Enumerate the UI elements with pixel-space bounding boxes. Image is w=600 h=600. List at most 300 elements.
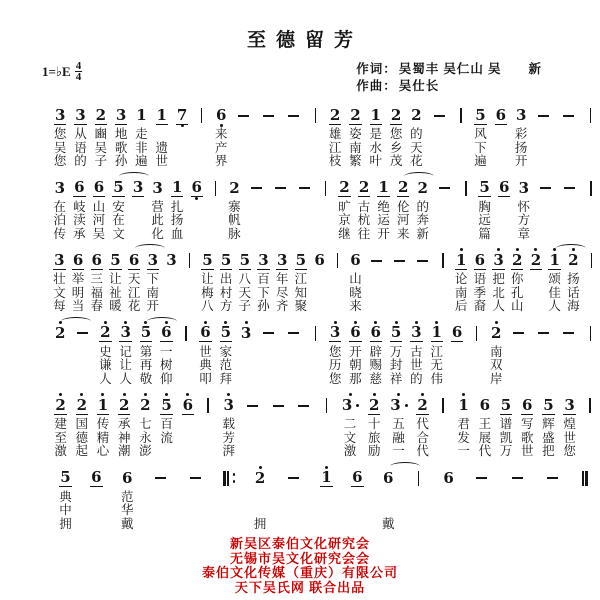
meta-row xyxy=(0,52,600,99)
note-token: 3 xyxy=(276,250,288,269)
lyric-syllable xyxy=(156,445,177,459)
lyric-syllable: 南 xyxy=(490,344,503,359)
lyric-syllable: 激 xyxy=(343,444,357,458)
lyric-syllable: 世 xyxy=(563,430,576,445)
lyric-syllable: 天 xyxy=(127,272,141,286)
lyric-syllable: 二 xyxy=(343,417,357,431)
footer-line: 无锡市吴文化研究会会 xyxy=(229,550,370,566)
lyric-syllable xyxy=(231,128,256,142)
lyric-syllable xyxy=(457,214,475,228)
lyric-syllable xyxy=(268,214,292,228)
lyric-syllable xyxy=(256,155,281,169)
note-token: 5 xyxy=(239,250,250,269)
lyric-syllable xyxy=(556,155,581,169)
lyric-syllable: 您 xyxy=(563,444,576,458)
lyric-syllable: 子 xyxy=(94,154,108,168)
lyric-syllable xyxy=(534,201,558,215)
lyric-syllable xyxy=(281,142,306,156)
note-token: 6 xyxy=(211,102,231,128)
note-token: 3 xyxy=(518,178,529,197)
lyric-syllable: 京 xyxy=(338,213,351,227)
lyric-syllable xyxy=(535,491,570,505)
footer-line: 天下吴氏网 联合出品 xyxy=(234,579,366,595)
lyric-syllable: 潮 xyxy=(117,444,131,458)
lyric-syllable: 那 xyxy=(349,371,362,386)
lyric-syllable: 出 xyxy=(219,272,233,286)
lyric-syllable xyxy=(268,228,292,242)
note-token: 3 xyxy=(115,105,127,124)
lyric-syllable xyxy=(207,214,225,228)
note-token: 1 xyxy=(156,105,167,124)
note-token: 7 xyxy=(172,102,192,128)
lyric-syllable: 化 xyxy=(151,226,164,241)
credits xyxy=(356,61,542,95)
lyric-syllable: 世 xyxy=(199,344,212,359)
lyric-syllable: 岸 xyxy=(490,371,503,386)
lyric-syllable: 把 xyxy=(542,444,555,458)
lyric-syllable: 祥 xyxy=(389,371,403,386)
lyric-syllable: 胸 xyxy=(478,199,491,214)
lyric-syllable xyxy=(404,518,433,532)
lyric-syllable: 祉 xyxy=(109,285,122,300)
note-token: 2 xyxy=(50,320,70,346)
lyric-syllable xyxy=(265,418,291,432)
lyric-syllable xyxy=(506,346,531,360)
lyric-syllable: 人 xyxy=(119,371,132,386)
time-signature xyxy=(75,61,83,82)
lyric-syllable: 吴 xyxy=(53,140,67,155)
lyric-syllable: 暖 xyxy=(109,299,122,313)
lyric-syllable: 凯 xyxy=(499,430,513,445)
lyric-syllable xyxy=(435,273,452,287)
lyric-syllable: 遗 xyxy=(155,140,168,155)
lyric-syllable: 裔 xyxy=(473,299,487,313)
lyric-syllable: 华 xyxy=(121,503,134,517)
lyric-syllable: 齐 xyxy=(275,299,289,313)
lyric-syllable: 拥 xyxy=(253,516,267,531)
lyric-syllable: 十 xyxy=(367,417,381,431)
lyric-syllable xyxy=(306,373,325,387)
note-token: 6 xyxy=(443,468,454,487)
lyric-syllable xyxy=(143,518,178,532)
note-token: 1 xyxy=(545,247,564,273)
lyric-syllable xyxy=(276,518,311,532)
lyric-syllable xyxy=(265,432,291,446)
lyric-syllable: 双 xyxy=(490,358,503,372)
lyric-syllable xyxy=(81,491,112,505)
composer-name: 吴仕长 xyxy=(398,79,440,93)
lyric-syllable: 孙 xyxy=(114,154,128,168)
lyric-syllable: 孙 xyxy=(257,299,270,313)
lyric-syllable xyxy=(256,346,281,360)
lyric-syllable: 姿 xyxy=(349,127,362,141)
lyric-syllable xyxy=(506,373,531,387)
lyric-syllable xyxy=(556,142,581,156)
lyric-syllable: 扬 xyxy=(567,272,580,286)
lyric-syllable xyxy=(281,373,306,387)
lyric-syllable: 岐 xyxy=(73,199,86,214)
lyric-syllable xyxy=(491,155,511,169)
lyric-syllable: 百 xyxy=(160,417,173,431)
lyric-syllable: 芳 xyxy=(222,430,236,445)
lyric-syllable: 风 xyxy=(474,127,487,141)
duration-dash xyxy=(256,320,281,346)
note-token: 6 xyxy=(122,468,133,487)
lyric-syllable: 让 xyxy=(119,358,132,372)
lyric-syllable: 奔 xyxy=(416,213,430,227)
lyric-syllable xyxy=(447,359,467,373)
music-system xyxy=(50,320,600,387)
lyric-syllable: 绝 xyxy=(377,199,390,214)
key-time-signature xyxy=(42,61,82,82)
lyric-syllable: 永 xyxy=(139,430,152,445)
duration-dash xyxy=(556,102,581,128)
lyric-syllable: 人 xyxy=(548,299,561,313)
note-token: 6 xyxy=(187,175,207,201)
lyric-syllable xyxy=(581,128,600,142)
note-token: 6 xyxy=(74,178,85,196)
lyric-syllable: 辉 xyxy=(542,417,555,431)
lyric-syllable: 村 xyxy=(219,285,233,300)
lyric-syllable: 渎 xyxy=(73,213,86,227)
lyric-syllable: 天 xyxy=(410,140,423,155)
lyric-syllable: 梅 xyxy=(201,285,214,300)
lyric-syllable: 杭 xyxy=(357,213,371,227)
duration-dash xyxy=(178,465,213,491)
duration-dash xyxy=(239,392,265,418)
lyric-syllable xyxy=(581,346,600,360)
lyric-syllable xyxy=(176,359,195,373)
duration-dash xyxy=(531,320,556,346)
lyric-syllable: 一 xyxy=(392,444,405,458)
lyric-syllable: 举 xyxy=(71,272,85,286)
lyric-syllable xyxy=(580,418,600,432)
lyric-syllable: 代 xyxy=(416,417,429,431)
lyric-syllable xyxy=(531,142,556,156)
note-token: 2 xyxy=(350,105,361,124)
lyric-syllable xyxy=(292,214,316,228)
lyric-syllable: 吴 xyxy=(94,140,108,155)
lyric-syllable xyxy=(373,504,404,518)
lyric-syllable: 传 xyxy=(53,226,67,241)
lyricist-label: 作词： xyxy=(356,62,397,76)
lyric-syllable: 戴 xyxy=(381,516,395,531)
lyric-syllable: 语 xyxy=(74,140,87,155)
lyric-syllable: 花 xyxy=(410,154,423,168)
note-token: 2 xyxy=(339,178,350,196)
lyric-syllable: 旅 xyxy=(367,430,381,445)
lyric-syllable: 开 xyxy=(514,154,528,168)
lyric-syllable xyxy=(534,228,558,242)
note-token: 5 xyxy=(136,320,156,346)
lyric-syllable: 扬 xyxy=(514,140,528,155)
note-token: 3 xyxy=(325,320,345,346)
lyric-syllable: 合 xyxy=(416,430,429,445)
lyric-syllable: 豳 xyxy=(94,127,108,141)
lyric-syllable: 江 xyxy=(328,140,342,155)
note-token: 2 xyxy=(527,247,546,273)
note-token: 3 xyxy=(152,178,163,197)
lyric-syllable xyxy=(306,142,325,156)
lyric-syllable: 颂 xyxy=(548,272,561,286)
lyric-syllable: 春 xyxy=(90,299,103,313)
lyric-syllable xyxy=(177,418,198,432)
music-system xyxy=(50,102,600,169)
note-token: 3 xyxy=(489,247,508,273)
lyric-syllable: 记 xyxy=(119,344,132,359)
lyric-syllable: 尽 xyxy=(275,285,289,300)
lyric-syllable: 展 xyxy=(478,430,492,445)
lyric-syllable xyxy=(571,491,600,505)
lyric-syllable: 此 xyxy=(151,213,164,227)
lyric-syllable xyxy=(457,228,475,242)
lyric-syllable xyxy=(81,518,112,532)
barline xyxy=(207,175,225,201)
lyric-syllable: 人 xyxy=(492,299,505,313)
lyric-syllable: 流 xyxy=(160,430,173,445)
note-token: 6 xyxy=(479,396,491,414)
lyric-syllable: 海 xyxy=(567,299,580,313)
lyric-syllable: 水 xyxy=(369,140,382,155)
lyric-syllable xyxy=(143,504,178,518)
note-token: 2 xyxy=(71,392,92,418)
lyric-syllable xyxy=(435,300,452,314)
lyric-syllable xyxy=(464,518,499,532)
lyric-syllable xyxy=(176,373,195,387)
lyric-syllable xyxy=(451,128,470,142)
lyric-syllable: 代 xyxy=(416,444,429,458)
lyric-syllable xyxy=(177,432,198,446)
lyric-syllable xyxy=(310,273,329,287)
lyric-syllable xyxy=(198,445,218,459)
lyric-syllable xyxy=(506,359,531,373)
lyric-syllable xyxy=(451,155,470,169)
lyric-syllable xyxy=(245,491,276,505)
note-token: 2 xyxy=(417,178,428,197)
lyric-syllable xyxy=(178,518,213,532)
lyric-syllable: 拥 xyxy=(59,516,72,531)
lyric-syllable: 开 xyxy=(146,299,160,313)
lyric-syllable xyxy=(317,214,335,228)
lyric-syllable: 煌 xyxy=(563,417,576,431)
lyric-syllable xyxy=(192,155,211,169)
lyric-syllable xyxy=(581,155,600,169)
lyric-syllable: 让 xyxy=(109,272,122,286)
lyric-syllable xyxy=(281,155,306,169)
music-system xyxy=(50,465,600,532)
note-token: 3 xyxy=(54,250,65,269)
duration-dash xyxy=(500,465,535,491)
lyric-syllable: 让 xyxy=(201,272,214,286)
lyric-syllable xyxy=(281,346,306,360)
barline xyxy=(467,320,486,346)
lyric-syllable: 扬 xyxy=(170,213,184,227)
lyric-syllable xyxy=(265,445,291,459)
lyric-syllable: 泊 xyxy=(53,213,67,227)
lyric-syllable xyxy=(365,300,388,314)
duration-dash xyxy=(244,175,268,201)
lyric-syllable: 叩 xyxy=(199,371,212,386)
lyric-syllable: 把 xyxy=(492,272,505,286)
lyric-syllable: 湃 xyxy=(222,444,236,458)
lyric-syllable xyxy=(236,373,256,387)
note-token: 1 xyxy=(136,106,147,124)
lyric-syllable xyxy=(128,201,148,215)
lyric-syllable: 来 xyxy=(349,299,362,313)
note-token: 2 xyxy=(329,105,341,124)
lyric-syllable xyxy=(447,373,467,387)
duration-dash xyxy=(292,175,316,201)
lyric-syllable xyxy=(535,504,570,518)
lyric-syllable: 八 xyxy=(238,272,252,286)
lyric-syllable: 地 xyxy=(114,127,128,141)
lyric-syllable xyxy=(556,128,581,142)
lyric-syllable: 您 xyxy=(53,154,67,168)
lyric-syllable xyxy=(50,373,70,387)
barline xyxy=(451,102,470,128)
lyricist-line xyxy=(356,61,542,78)
note-token: 3 xyxy=(116,320,136,346)
note-token: 6 xyxy=(373,465,404,491)
lyric-syllable xyxy=(373,491,404,505)
lyric-syllable: 乡 xyxy=(389,140,403,155)
lyric-syllable: 的 xyxy=(410,371,423,386)
lyric-syllable: 历 xyxy=(328,358,342,372)
note-token: 6 xyxy=(314,251,325,269)
lyric-syllable xyxy=(581,359,600,373)
lyric-syllable: 营 xyxy=(151,199,164,214)
lyric-syllable: 界 xyxy=(214,154,228,168)
lyric-syllable: 章 xyxy=(517,226,531,241)
lyric-syllable: 史 xyxy=(99,344,112,359)
lyric-syllable: 南 xyxy=(349,140,362,155)
lyric-syllable: 安 xyxy=(112,199,125,214)
note-token: 5 xyxy=(110,250,121,269)
duration-dash xyxy=(256,102,281,128)
lyric-syllable xyxy=(433,432,453,446)
lyric-syllable: 寨 xyxy=(228,199,241,214)
lyric-syllable xyxy=(467,373,486,387)
lyric-syllable: 远 xyxy=(478,213,491,227)
barline xyxy=(580,392,600,418)
lyric-syllable: 八 xyxy=(201,299,214,313)
lyric-syllable: 的 xyxy=(74,154,87,168)
lyric-syllable xyxy=(435,287,452,301)
lyric-syllable: 古 xyxy=(410,344,423,359)
note-token: 3 xyxy=(147,250,158,269)
note-token: 3 xyxy=(406,320,426,346)
footer-line: 泰伯文化传媒（重庆）有限公司 xyxy=(201,565,398,580)
lyric-syllable: 下 xyxy=(257,285,270,300)
barline xyxy=(583,247,600,273)
lyric-syllable xyxy=(317,445,337,459)
note-token: 2 xyxy=(95,105,106,124)
lyric-syllable xyxy=(581,142,600,156)
lyric-syllable xyxy=(311,491,342,505)
note-token: 6 xyxy=(352,468,363,486)
lyric-syllable xyxy=(214,504,245,518)
lyric-syllable: 年 xyxy=(275,272,289,286)
lyric-syllable: 七 xyxy=(139,417,152,431)
lyric-syllable xyxy=(162,273,181,287)
lyric-syllable: 一 xyxy=(457,444,470,458)
lyric-syllable xyxy=(256,359,281,373)
composer-line xyxy=(356,78,542,95)
lyric-syllable: 仰 xyxy=(160,371,173,386)
note-token: 6 xyxy=(345,320,365,346)
note-token: 6 xyxy=(93,178,105,196)
lyric-syllable xyxy=(70,359,95,373)
lyric-syllable: 繁 xyxy=(349,154,362,168)
lyric-syllable xyxy=(329,300,346,314)
barline xyxy=(306,102,325,128)
lyric-syllable xyxy=(231,155,256,169)
lyric-syllable xyxy=(558,214,582,228)
note-token: 5 xyxy=(479,178,490,196)
lyric-syllable xyxy=(433,418,453,432)
lyric-syllable: 赐 xyxy=(369,358,382,372)
note-token: 2 xyxy=(411,106,422,124)
lyric-syllable xyxy=(581,373,600,387)
note-token: 2 xyxy=(245,465,276,491)
duration-dash xyxy=(281,102,306,128)
lyric-syllable xyxy=(582,201,600,215)
lyric-syllable: 后 xyxy=(454,299,468,313)
lyric-syllable xyxy=(187,201,207,215)
lyric-syllable xyxy=(342,518,373,532)
lyric-syllable xyxy=(433,201,457,215)
lyric-syllable: 万 xyxy=(389,344,403,359)
lyric-syllable xyxy=(181,273,198,287)
note-token: 5 xyxy=(60,468,71,486)
note-token: 6 xyxy=(177,392,198,418)
lyric-syllable xyxy=(306,359,325,373)
lyric-syllable: 歌 xyxy=(520,430,534,445)
lyric-syllable: 朝 xyxy=(349,358,362,372)
lyric-syllable xyxy=(311,504,342,518)
lyric-syllable xyxy=(81,504,112,518)
note-token: 5 xyxy=(156,392,177,418)
lyric-syllable xyxy=(531,359,556,373)
lyric-syllable: 吴 xyxy=(92,226,106,241)
lyric-syllable: 知 xyxy=(294,285,308,300)
duration-dash xyxy=(433,175,457,201)
note-token: 3 xyxy=(132,178,144,196)
lyric-syllable: 中 xyxy=(59,503,72,517)
lyric-syllable: 每 xyxy=(53,299,66,313)
lyric-syllable xyxy=(192,128,211,142)
note-token: 2 xyxy=(50,392,71,418)
lyric-syllable xyxy=(571,518,600,532)
note-token: 1 xyxy=(92,392,113,418)
lyric-syllable: 五 xyxy=(392,417,405,431)
lyric-syllable: 怀 xyxy=(517,199,531,214)
lyric-syllable: 精 xyxy=(96,430,110,445)
lyric-syllable: 古 xyxy=(357,199,371,214)
lyric-syllable xyxy=(281,359,306,373)
lyric-syllable: 开 xyxy=(349,344,362,359)
note-token: 2 xyxy=(390,105,402,124)
lyric-syllable: 河 xyxy=(396,213,410,227)
lyric-syllable xyxy=(329,273,346,287)
lyric-syllable xyxy=(365,273,388,287)
key-signature: 1=♭E xyxy=(42,63,71,79)
lyric-syllable: 您 xyxy=(389,127,403,141)
lyric-syllable xyxy=(292,201,316,215)
note-token: 5 xyxy=(295,250,307,269)
lyric-syllable: 语 xyxy=(473,272,487,286)
lyric-syllable: 范 xyxy=(121,489,134,504)
